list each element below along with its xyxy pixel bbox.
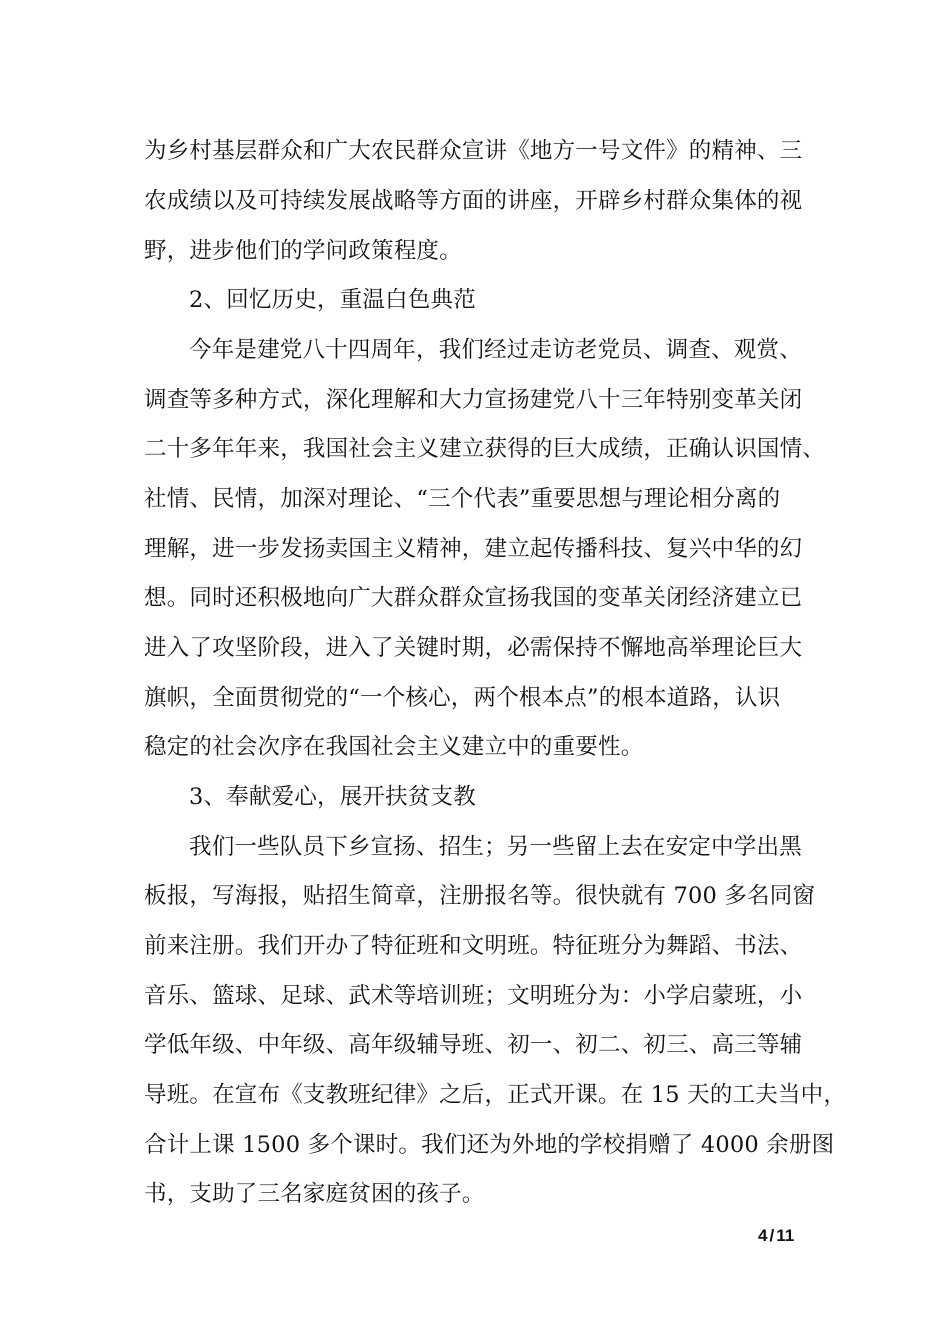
page-number xyxy=(758,1226,794,1246)
text-line: 理解，进一步发扬卖国主义精神，建立起传播科技、复兴中华的幻 xyxy=(144,536,803,562)
section-heading: 3、奉献爱心，展开扶贫支教 xyxy=(189,784,476,810)
page-total: 11 xyxy=(776,1226,795,1245)
text-line: 前来注册。我们开办了特征班和文明班。特征班分为舞蹈、书法、 xyxy=(144,933,803,959)
text-line: 旗帜，全面贯彻党的“一个核心，两个根本点”的根本道路，认识 xyxy=(144,685,781,711)
page-current: 4 xyxy=(758,1226,768,1245)
text-line: 二十多年年来，我国社会主义建立获得的巨大成绩，正确认识国情、 xyxy=(144,436,826,462)
page-separator: / xyxy=(769,1226,775,1245)
text-line: 野，进步他们的学问政策程度。 xyxy=(144,238,462,264)
text-line: 今年是建党八十四周年，我们经过走访老党员、调查、观赏、 xyxy=(189,337,802,363)
section-heading: 2、回忆历史，重温白色典范 xyxy=(189,287,476,313)
text-line: 调查等多种方式，深化理解和大力宣扬建党八十三年特别变革关闭 xyxy=(144,387,803,413)
text-line: 农成绩以及可持续发展战略等方面的讲座，开辟乡村群众集体的视 xyxy=(144,188,803,214)
text-line: 板报，写海报，贴招生简章，注册报名等。很快就有 700 多名同窗 xyxy=(144,883,816,909)
text-line: 学低年级、中年级、高年级辅导班、初一、初二、初三、高三等辅 xyxy=(144,1032,803,1058)
text-line: 社情、民情，加深对理论、“三个代表”重要思想与理论相分离的 xyxy=(144,486,781,512)
text-line: 导班。在宣布《支教班纪律》之后，正式开课。在 15 天的工夫当中， xyxy=(144,1082,847,1108)
text-line: 稳定的社会次序在我国社会主义建立中的重要性。 xyxy=(144,734,644,760)
text-line: 音乐、篮球、足球、武术等培训班；文明班分为：小学启蒙班，小 xyxy=(144,983,803,1009)
text-line: 进入了攻坚阶段，进入了关键时期，必需保持不懈地高举理论巨大 xyxy=(144,635,803,661)
text-line: 我们一些队员下乡宣扬、招生；另一些留上去在安定中学出黑 xyxy=(189,834,802,860)
text-line: 想。同时还积极地向广大群众群众宣扬我国的变革关闭经济建立已 xyxy=(144,585,803,611)
text-line: 书，支助了三名家庭贫困的孩子。 xyxy=(144,1181,485,1207)
text-line: 为乡村基层群众和广大农民群众宣讲《地方一号文件》的精神、三 xyxy=(144,138,803,164)
text-line: 合计上课 1500 多个课时。我们还为外地的学校捐赠了 4000 余册图 xyxy=(144,1132,835,1158)
